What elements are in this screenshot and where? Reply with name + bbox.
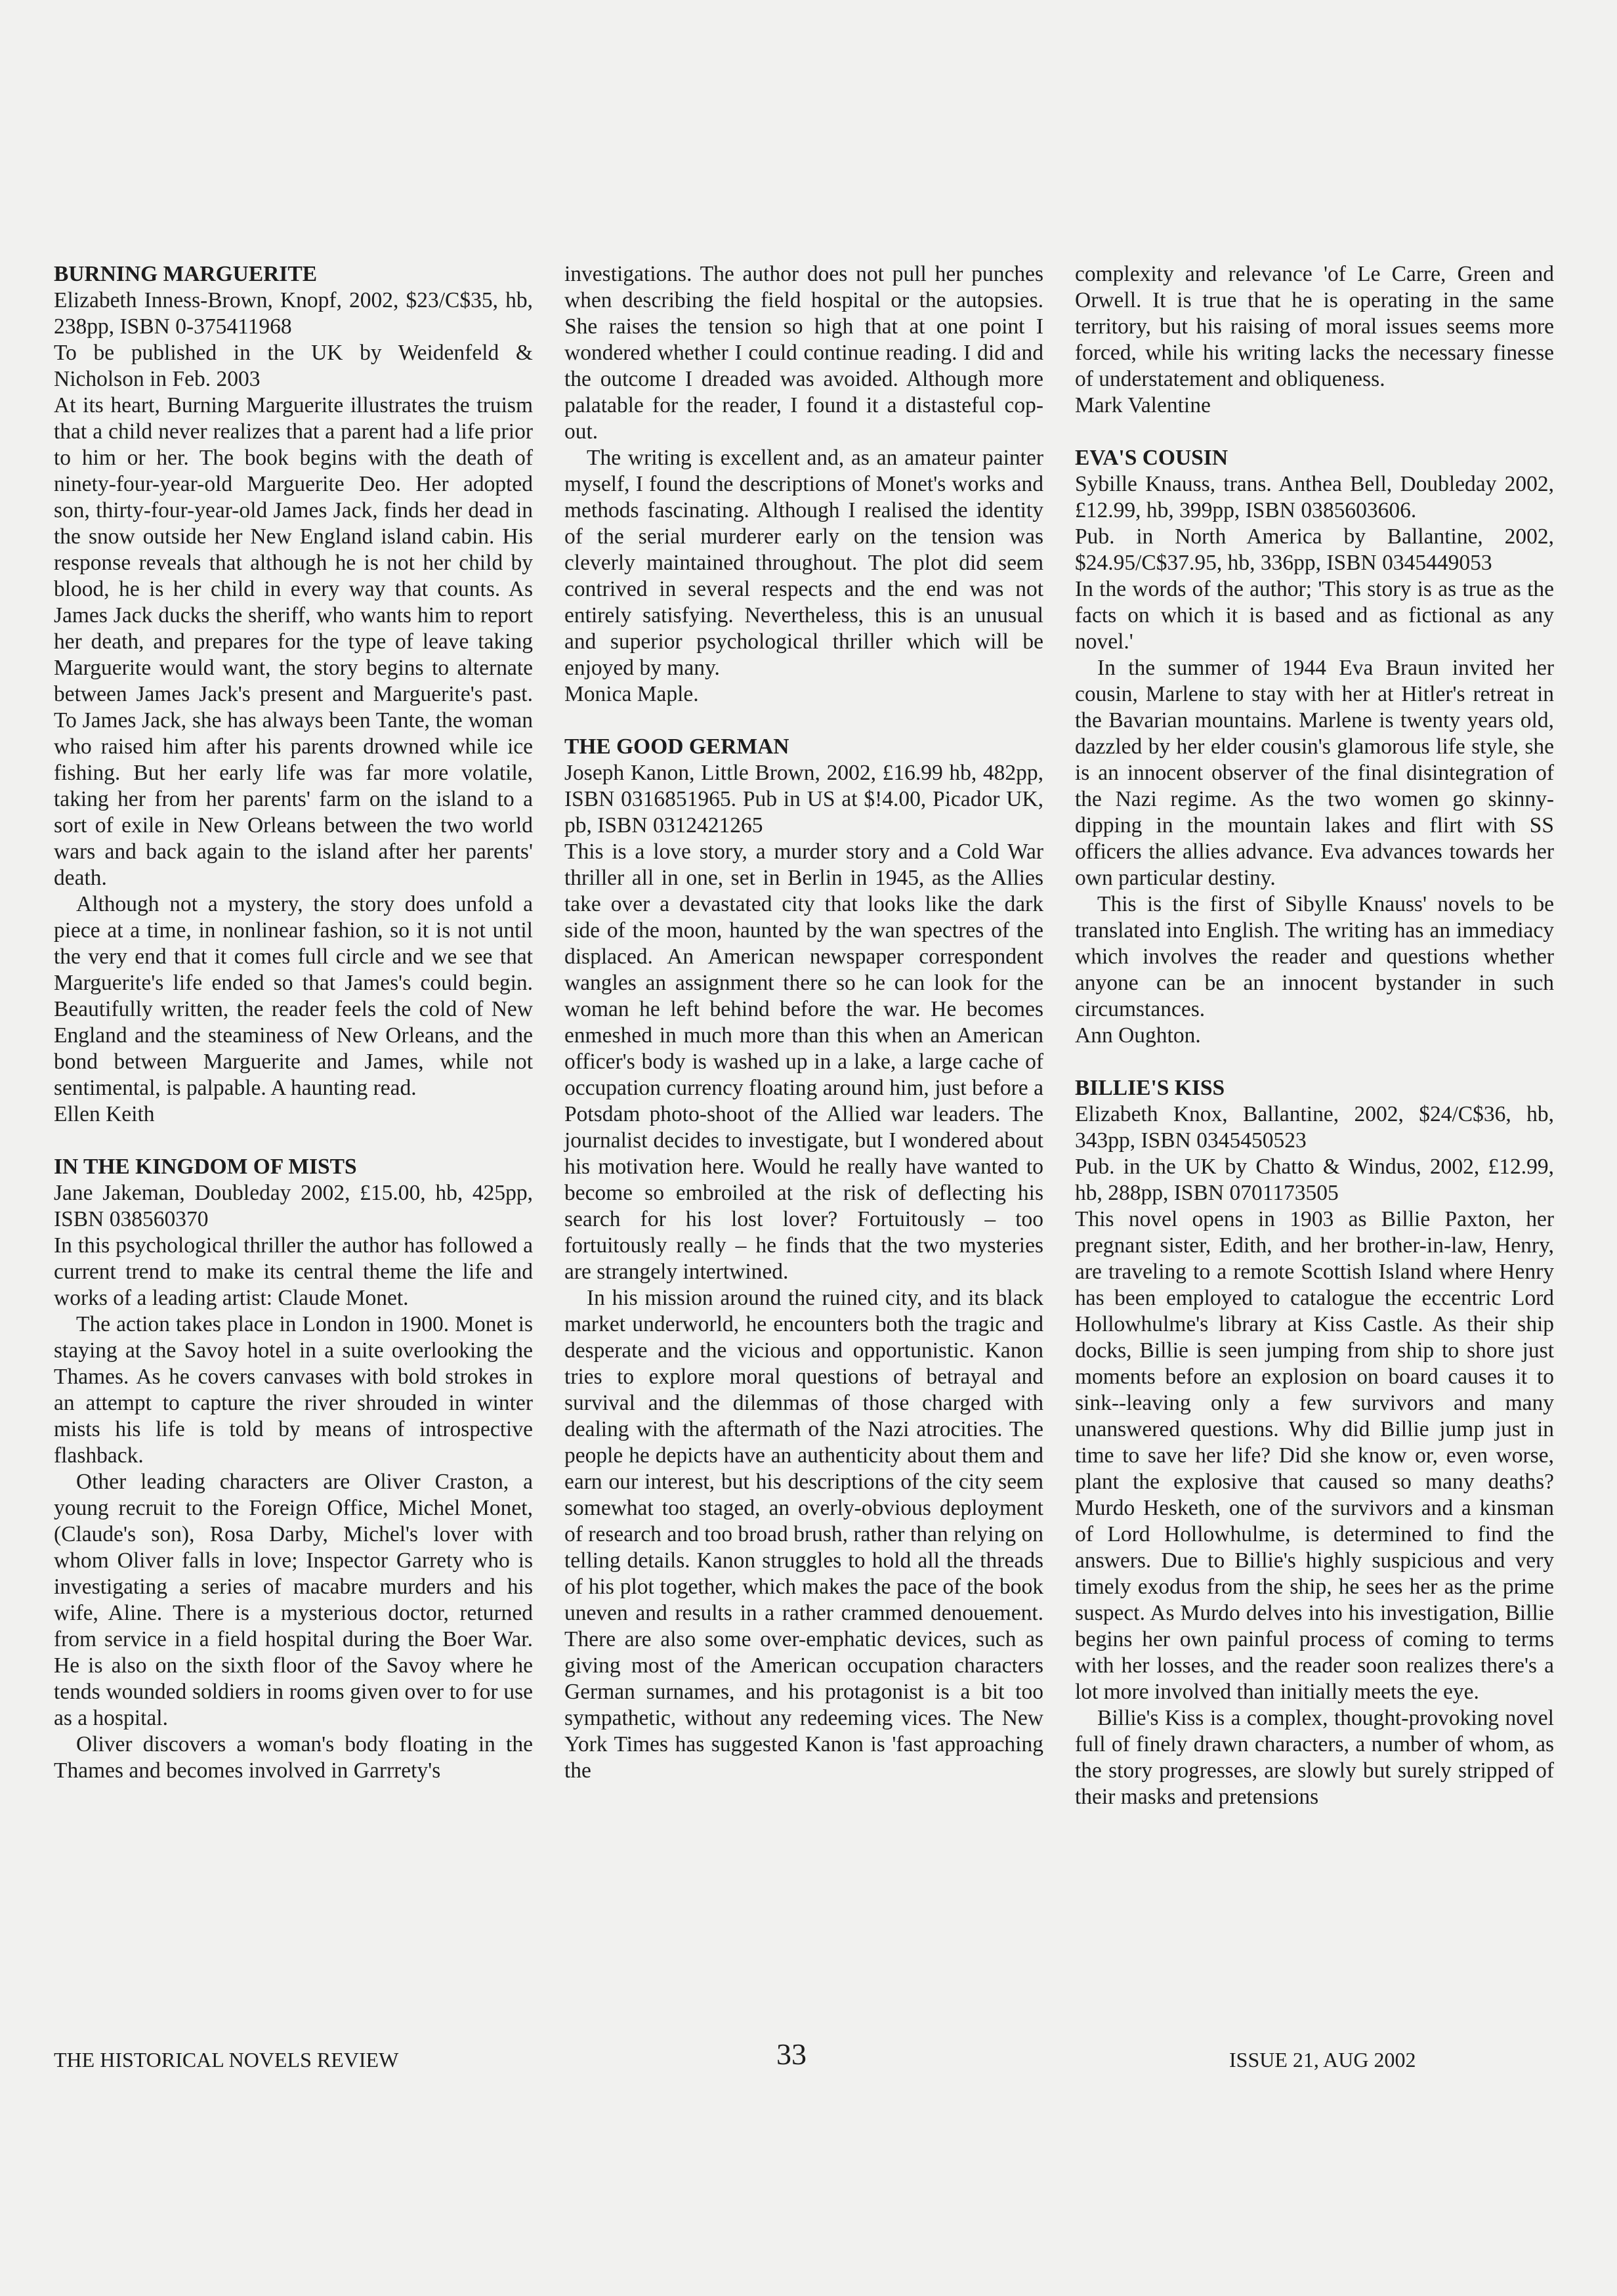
review-meta — [54, 287, 533, 393]
review-burning-marguerite — [54, 261, 533, 1128]
review-continuation — [564, 261, 1043, 708]
reviewer-name: Monica Maple. — [564, 682, 699, 706]
review-kingdom-of-mists — [54, 1154, 533, 1784]
page-number: 33 — [776, 2037, 807, 2071]
paragraph: In this psychological thriller the author has followed a current trend to make its central theme the life and works of a leading artist: Claude Monet. — [54, 1233, 533, 1310]
column-1 — [54, 261, 533, 1810]
review-title: EVA'S COUSIN — [1075, 446, 1228, 470]
paragraph: This is the first of Sibylle Knauss' novels to be translated into English. The writing has an immediacy which involves the reader and questions whether anyone can be an innocent bystander in such circumstances. — [1075, 892, 1554, 1021]
review-billies-kiss — [1075, 1075, 1554, 1810]
column-3 — [1075, 261, 1554, 1837]
review-body — [1075, 1206, 1554, 1810]
paragraph: This is a love story, a murder story and a Cold War thriller all in one, set in Berlin in 1945, as the Allies take over a devastated city that looks like the dark side of the moon, haunted by the wan spectres of the displaced. An American newspaper correspondent wangles an assignment there so he can look for the woman he left behind before the war. He becomes enmeshed in much more than this when an American officer's body is washed up in a lake, a large cache of occupation currency floating around him, just before a Potsdam photo-shoot of the Allied war leaders. The journalist decides to investigate, but I wondered about his motivation here. Would he really have wanted to become so embroiled at the risk of deflecting his search for his lost lover? Fortuitously – too fortuitously really – he finds that the two mysteries are strangely intertwined. — [564, 840, 1043, 1284]
continued-text: complexity and relevance 'of Le Carre, Green and Orwell. It is true that he is operating in the same territory, but his raising of moral issues seems more forced, while his writing lacks the necessary finesse of understatement and obliqueness. — [1075, 262, 1554, 391]
review-meta — [1075, 471, 1554, 576]
paragraph: Other leading characters are Oliver Craston, a young recruit to the Foreign Office, Michel Monet, (Claude's son), Rosa Darby, Michel's lover with whom Oliver falls in love; Inspector Garrety who is investigating a series of macabre murders and his wife, Aline. There is a mysterious doctor, returned from service in a field hospital during the Boer War. He is also on the sixth floor of the Savoy where he tends wounded soldiers in rooms given over to for use as a hospital. — [54, 1470, 533, 1730]
meta-line: Jane Jakeman, Doubleday 2002, £15.00, hb, 425pp, ISBN 038560370 — [54, 1181, 533, 1231]
paragraph: In the words of the author; 'This story is as true as the facts on which it is based and as fictional as any novel.' — [1075, 577, 1554, 654]
review-body — [54, 393, 533, 1101]
paragraph: At its heart, Burning Marguerite illustrates the truism that a child never realizes that a parent had a life prior to him or her. The book begins with the death of ninety-four-year-old Marguerite Deo. Her adopted son, thirty-four-year-old James Jack, finds her dead in the snow outside her New England island cabin. His response reveals that although he is not her child by blood, he is her child in every way that counts. As James Jack ducks the sheriff, who wants him to report her death, and prepares for the type of leave taking Marguerite would want, the story begins to alternate between James Jack's present and Marguerite's past. To James Jack, she has always been Tante, the woman who raised him after his parents drowned while ice fishing. But her early life was far more volatile, taking her from her parents' farm on the island to a sort of exile in New Orleans between the two world wars and back again to the island after her parents' death. — [54, 393, 533, 890]
review-body — [54, 1233, 533, 1784]
meta-line: Pub. in the UK by Chatto & Windus, 2002, £12.99, hb, 288pp, ISBN 0701173505 — [1075, 1155, 1554, 1205]
column-2 — [564, 261, 1043, 1810]
reviewer-name: Ellen Keith — [54, 1102, 155, 1126]
paragraph: In the summer of 1944 Eva Braun invited her cousin, Marlene to stay with her at Hitler's retreat in the Bavarian mountains. Marlene is twenty years old, dazzled by her elder cousin's glamorous life style, she is an innocent observer of the final disintegration of the Nazi regime. As the two women go skinny-dipping in the mountain lakes and flirt with SS officers the allies advance. Eva advances towards her own particular destiny. — [1075, 656, 1554, 890]
reviewer-name: Ann Oughton. — [1075, 1023, 1201, 1048]
review-good-german — [564, 734, 1043, 1784]
paragraph: Oliver discovers a woman's body floating in the Thames and becomes involved in Garrrety's — [54, 1732, 533, 1783]
review-title: THE GOOD GERMAN — [564, 734, 789, 759]
footer-issue: ISSUE 21, AUG 2002 — [1229, 2048, 1416, 2072]
meta-line: Pub. in North America by Ballantine, 2002, $24.95/C$37.95, hb, 336pp, ISBN 0345449053 — [1075, 524, 1554, 575]
review-meta — [564, 760, 1043, 839]
review-title: BILLIE'S KISS — [1075, 1076, 1225, 1100]
meta-line: Elizabeth Knox, Ballantine, 2002, $24/C$36, hb, 343pp, ISBN 0345450523 — [1075, 1102, 1554, 1153]
reviewer-name: Mark Valentine — [1075, 393, 1211, 417]
review-body — [564, 445, 1043, 681]
meta-line: Joseph Kanon, Little Brown, 2002, £16.99 hb, 482pp, ISBN 0316851965. Pub in US at $!4.00, Picador UK, pb, ISBN 0312421265 — [564, 761, 1043, 838]
paragraph: Although not a mystery, the story does unfold a piece at a time, in nonlinear fashion, so it is not until the very end that it comes full circle and we see that Marguerite's life ended so that James's could begin. Beautifully written, the reader feels the cold of New England and the steaminess of New Orleans, and the bond between Marguerite and James, while not sentimental, is palpable. A haunting read. — [54, 892, 533, 1100]
paragraph: In his mission around the ruined city, and its black market underworld, he encounters both the tragic and desperate and the vicious and opportunistic. Kanon tries to explore moral questions of betrayal and survival and the dilemmas of those charged with dealing with the aftermath of the Nazi atrocities. The people he depicts have an authenticity about them and earn our interest, but his descriptions of the city seem somewhat too staged, an overly-obvious deployment of research and too broad brush, rather than relying on telling details. Kanon struggles to hold all the threads of his plot together, which makes the pace of the book uneven and results in a rather crammed denouement. There are also some over-emphatic devices, such as giving most of the American occupation characters German surnames, and his protagonist is a bit too sympathetic, without any redeeming vices. The New York Times has suggested Kanon is 'fast approaching the — [564, 1286, 1043, 1783]
review-body — [1075, 576, 1554, 1023]
paragraph: This novel opens in 1903 as Billie Paxton, her pregnant sister, Edith, and her brother-in-law, Henry, are traveling to a remote Scottish Island where Henry has been employed to catalogue the eccentric Lord Hollowhulme's library at Kiss Castle. As their ship docks, Billie is seen jumping from ship to shore just moments before an explosion on board causes it to sink--leaving only a few survivors and many unanswered questions. Why did Billie jump just in time to save her life? Did she know or, even worse, plant the explosive that caused so many deaths? Murdo Hesketh, one of the survivors and a kinsman of Lord Hollowhulme, is determined to find the answers. Due to Billie's highly suspicious and very timely exodus from the ship, he sees her as the prime suspect. As Murdo delves into his investigation, Billie begins her own painful process of coming to terms with her losses, and the reader soon realizes there's a lot more involved than initially meets the eye. — [1075, 1207, 1554, 1704]
review-continuation — [1075, 261, 1554, 419]
review-title: BURNING MARGUERITE — [54, 262, 318, 286]
review-evas-cousin — [1075, 445, 1554, 1049]
paragraph: The writing is excellent and, as an amateur painter myself, I found the descriptions of Monet's works and methods fascinating. Although I realised the identity of the serial murderer early on the tension was cleverly maintained throughout. The plot did seem contrived in several respects and the end was not entirely satisfying. Nevertheless, this is an unusual and superior psychological thriller which will be enjoyed by many. — [564, 446, 1043, 680]
footer-publication-title: THE HISTORICAL NOVELS REVIEW — [54, 2048, 399, 2072]
review-meta — [54, 1180, 533, 1233]
meta-line: Elizabeth Inness-Brown, Knopf, 2002, $23/C$35, hb, 238pp, ISBN 0-375411968 — [54, 288, 533, 339]
paragraph: The action takes place in London in 1900. Monet is staying at the Savoy hotel in a suite overlooking the Thames. As he covers canvases with bold strokes in an attempt to capture the river shrouded in winter mists his life is told by means of introspective flashback. — [54, 1312, 533, 1468]
continued-text: investigations. The author does not pull her punches when describing the field hospital or the autopsies. She raises the tension so high that at one point I wondered whether I could continue reading. I did and the outcome I dreaded was avoided. Although more palatable for the reader, I found it a distasteful cop-out. — [564, 262, 1043, 444]
review-body — [564, 839, 1043, 1784]
meta-line: To be published in the UK by Weidenfeld & Nicholson in Feb. 2003 — [54, 341, 533, 391]
paragraph: Billie's Kiss is a complex, thought-provoking novel full of finely drawn characters, a number of whom, as the story progresses, are slowly but surely stripped of their masks and pretensions — [1075, 1706, 1554, 1809]
review-meta — [1075, 1101, 1554, 1206]
meta-line: Sybille Knauss, trans. Anthea Bell, Doubleday 2002, £12.99, hb, 399pp, ISBN 0385603606. — [1075, 472, 1554, 522]
review-title: IN THE KINGDOM OF MISTS — [54, 1155, 357, 1179]
